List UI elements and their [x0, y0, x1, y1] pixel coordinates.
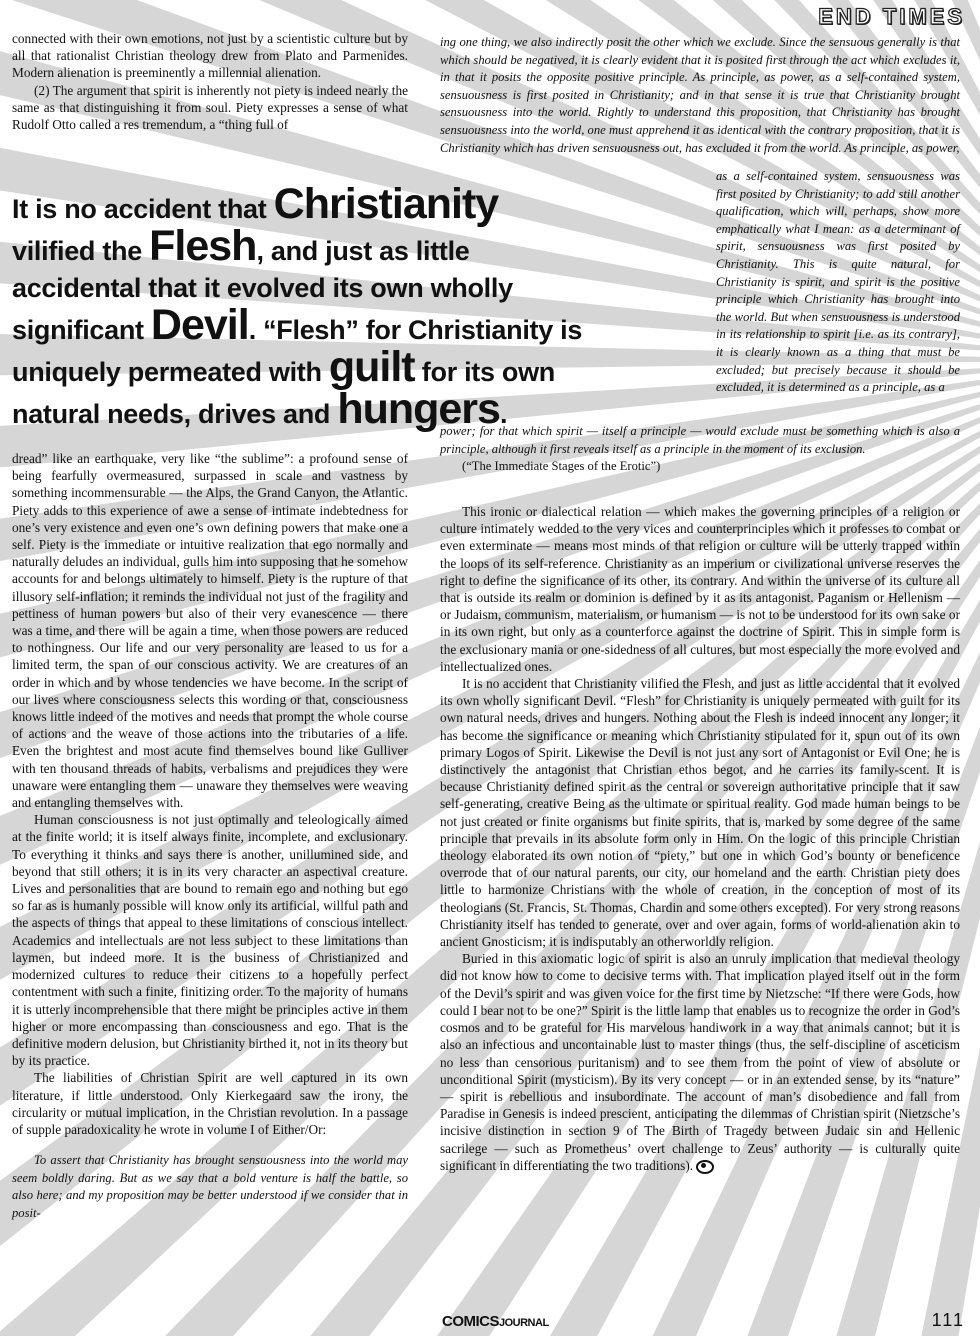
quote-text: ing one thing, we also indirectly posit the other which we exclude. Since the sensuous generally is that which should be negatived, it is clearly evident that it is posited first through the act which excludes it, in that it posits the opposite positive principle. As principle, as power, as a self-contained system, sensuousness is first posited in Christianity; and in that sense it is true that Christianity brought sensuousness into the world. Rightly to understand this proposition, that Christianity has brought sensuousness into the world, one must apprehend it as identical with the contrary proposition, that it is Christianity which has driven sensuousness out, has excluded it from the world. As principle, as power,: [440, 35, 960, 155]
logo-sub: JOURNAL: [499, 1317, 549, 1329]
pull-text: . “Flesh” for Christianity is: [248, 315, 583, 345]
pull-emphasis: Flesh: [149, 222, 257, 270]
kierkegaard-quote-narrow: [716, 168, 960, 397]
pull-text: accidental that it evolved its own wholly: [12, 273, 513, 303]
paragraph: dread” like an earthquake, very like “the sublime”: a profound sense of being fearfully overmeasured, surpassed in scale and vastness by something incommensurable — the Alps, the Grand Canyon, the Atlantic. Piety adds to this experience of awe a sense of intimate indebtedness for one’s very existence and even one’s own defining powers that make one a self. Piety is the immediate or intuitive realization that ego normally and naturally deludes an individual, gulls him into supposing that he somehow accounts for and belongs ultimately to himself. Piety is the rupture of that illusory self-inflation; it reminds the individual not just of the fragility and pettiness of human powers but also of their very evanescence — there was a time, and there will be again a time, when those powers are reduced to nothingness. Our life and our very personality are leased to us for a limited term, the span of our conscious activity. We are creatures of an order in which and by whose tendencies we have become. In the script of our lives where consciousness selects this wording or that, consciousness knows little indeed of the motives and needs that prompt the whole course of actions and the weave of those actions into the tributaries of a life. Even the brightest and most acute find themselves bound like Gulliver with ten thousand threads of habits, verbalisms and prejudices they were unaware were entangling them — unaware they themselves were weaving and entangling themselves with.: [12, 451, 408, 811]
pull-text: for its own: [414, 357, 556, 387]
pull-emphasis: Devil: [150, 301, 249, 349]
pull-text: , and just as little: [256, 236, 470, 266]
running-head: END TIMES: [818, 4, 965, 29]
paragraph: Human consciousness is not just optimally and teleologically aimed at the finite world; it is itself always finite, incomplete, and exclusionary. To everything it thinks and says there is another, unillumined side, and beyond that still others; it is in its very character an aspectival creature. Lives and personalities that are bound to remain ego and nothing but ego so far as is humanly possible will know only its artificial, willful path and the aspects of things that appeal to these limitations of conscious intellect. Academics and intellectuals are not less subject to these limitations than laymen, but indeed more. It is the business of Christianized and modernized cultures to reduce their citizens to a hopefully perfect contentment with such a finite, finitizing order. To the majority of humans it is utterly incomprehensible that there might be principles active in them higher or more encompassing than consciousness and ego. That is the definitive modern delusion, but Christianity birthed it, not in its theory but by its practice.: [12, 812, 408, 1069]
paragraph: It is no accident that Christianity vilified the Flesh, and just as little accidental that it evolved its own wholly significant Devil. “Flesh” for Christianity is uniquely permeated with guilt for its own natural needs, drives and hungers. Nothing about the Flesh is indeed innocent any longer; it has become the significance or meaning which Christianity stipulated for it, spun out of its own primary Logos of Spirit. Likewise the Devil is not just any sort of Antagonist or Evil One; he is distinctively the antagonist that Christian ethos begot, and he carries its family-scent. It is because Christianity defined spirit as the central or sovereign authoritative principle that it saw self-generating, creative Being as the ultimate or spiritual reality. God made human beings to be not just created or finite organisms but finite spirits, that is, marked by some degree of the same principle that prevails in its absolute form only in Him. On the logic of this principle Christian theology elaborated its own notion of “piety,” but one in which God’s bounty or beneficence overrode that of our natural parents, our city, our homeland and the earth. Christian piety does little to harmonize Christians with the whole of creation, in the conception of most of its theologians (St. Francis, St. Thomas, Chardin and some others excepted). For very strong reasons Christianity itself has tended to generate, over and over again, forms of world-alienation akin to ancient Gnosticism; it is indisputably an otherworldly religion.: [440, 676, 960, 950]
page-number: 111: [931, 1310, 965, 1330]
end-mark-icon: [696, 1160, 714, 1174]
kierkegaard-quote-intro: [12, 1152, 408, 1222]
kierkegaard-quote-tail: [440, 423, 960, 476]
paragraph: This ironic or dialectical relation — which makes the governing principles of a religion or culture intimately wedded to the very vices and counterprinciples which it professes to combat or even exterminate — means most minds of that religion or culture will be utterly trapped within the loops of its self-reference. Christianity as an imperium or civilizational universe reserves the right to define the significance of its other, its contrary. And within the universe of its culture all that is outside its realm or dominion is defined by it as its antagonist. Paganism or Hellenism — or Judaism, communism, materialism, or humanism — is not to be understood for its own sake or in its own right, but only as a counterforce against the doctrine of Spirit. This in simple form is the exclusionary mania or one-sidedness of all cultures, but most especially the more evolved and intellectualized ones.: [440, 504, 960, 674]
quote-attribution: (“The Immediate Stages of the Erotic”): [462, 459, 661, 474]
pull-text: natural needs, drives and: [12, 399, 338, 429]
kierkegaard-quote-top: [440, 34, 960, 157]
pull-emphasis: guilt: [328, 343, 415, 391]
quote-text: power; for that which spirit — itself a principle — would exclude must be something which is also a principle, although it first reveals itself as a principle in the moment of its exclusion.: [440, 424, 960, 456]
paragraph: connected with their own emotions, not just by a scientistic culture but by all that rationalist Christian theology drew from Plato and Parmenides. Modern alienation is preeminently a millennial alienation.: [12, 31, 408, 81]
paragraph: [440, 950, 960, 1174]
quote-text: To assert that Christianity has brought sensuousness into the world may seem boldly daring. But as we say that a bold venture is half the battle, so also here; and my proposition may be better understood if we consider that in posit-: [12, 1153, 408, 1220]
pull-emphasis: hungers: [337, 385, 500, 433]
pull-text: vilified the: [12, 236, 150, 266]
pull-emphasis: Christianity: [273, 180, 499, 228]
pull-text: uniquely permeated with: [12, 357, 329, 387]
magazine-logo: [442, 1313, 549, 1330]
left-column-top: [12, 30, 408, 133]
left-column-bottom: [12, 450, 408, 1223]
pull-text: significant: [12, 315, 151, 345]
paragraph: (2) The argument that spirit is inherently not piety is indeed nearly the same as that distinguishing it from soul. Piety expresses a sense of what Rudolf Otto called a res tremendum, a “thing full of: [12, 82, 408, 133]
logo-main: COMICS: [442, 1313, 499, 1330]
pull-text: .: [499, 399, 508, 429]
paragraph-text: Buried in this axiomatic logic of spirit is also an unruly implication that medieval theology did not know how to come to decisive terms with. That implication played itself out in the form of the Devil’s spirit and was given voice for the first time by Nietzsche: “If there were Gods, how could I bear not to be one?” Spirit is the little lamp that enables us to recognize the order in God’s cosmos and to be grateful for His marvelous handiwork in a way that animals cannot; but it is also an infectious and uncontainable lust to master things (thus, the self-discipline of asceticism no less than censorious puritanism) and to see them from the point of view of absolute or unconditional Spirit (mysticism). By its very concept — or in an extended sense, by its “nature” — spirit is rebellious and insubordinate. The account of man’s disobedience and fall from Paradise in Genesis is indeed prescient, anticipating the dilemmas of Christian spirit (Nietzsche’s incisive distinction in section 9 of The Birth of Tragedy between Judaic sin and Hellenic sacrilege — such as Prometheus’ overt challenge to Zeus’ authority — is culturally quite significant in differentiating the two traditions).: [440, 951, 960, 1173]
paragraph: The liabilities of Christian Spirit are well captured in its own literature, if little understood. Only Kierkegaard saw the irony, the circularity or mutual implication, in the Christian revolution. In a passage of supple paradoxicality he wrote in volume I of Either/Or:: [12, 1070, 408, 1137]
pull-quote: [12, 180, 712, 433]
quote-text: as a self-contained system, sensuousness was first posited by Christianity; to add still another qualification, which will, perhaps, show more emphatically what I mean: as a determinant of spirit, sensuousness was first posited by Christianity. This is quite natural, for Christianity is spirit, and spirit is the positive principle which Christianity has brought into the world. But when sensuousness is understood in its relationship to spirit [i.e. as its contrary], it is clearly known as a thing that must be excluded; but precisely because it should be excluded, it is determined as a principle, as a: [716, 169, 960, 395]
right-column-bottom: [440, 503, 960, 1174]
pull-text: It is no accident that: [12, 194, 274, 224]
